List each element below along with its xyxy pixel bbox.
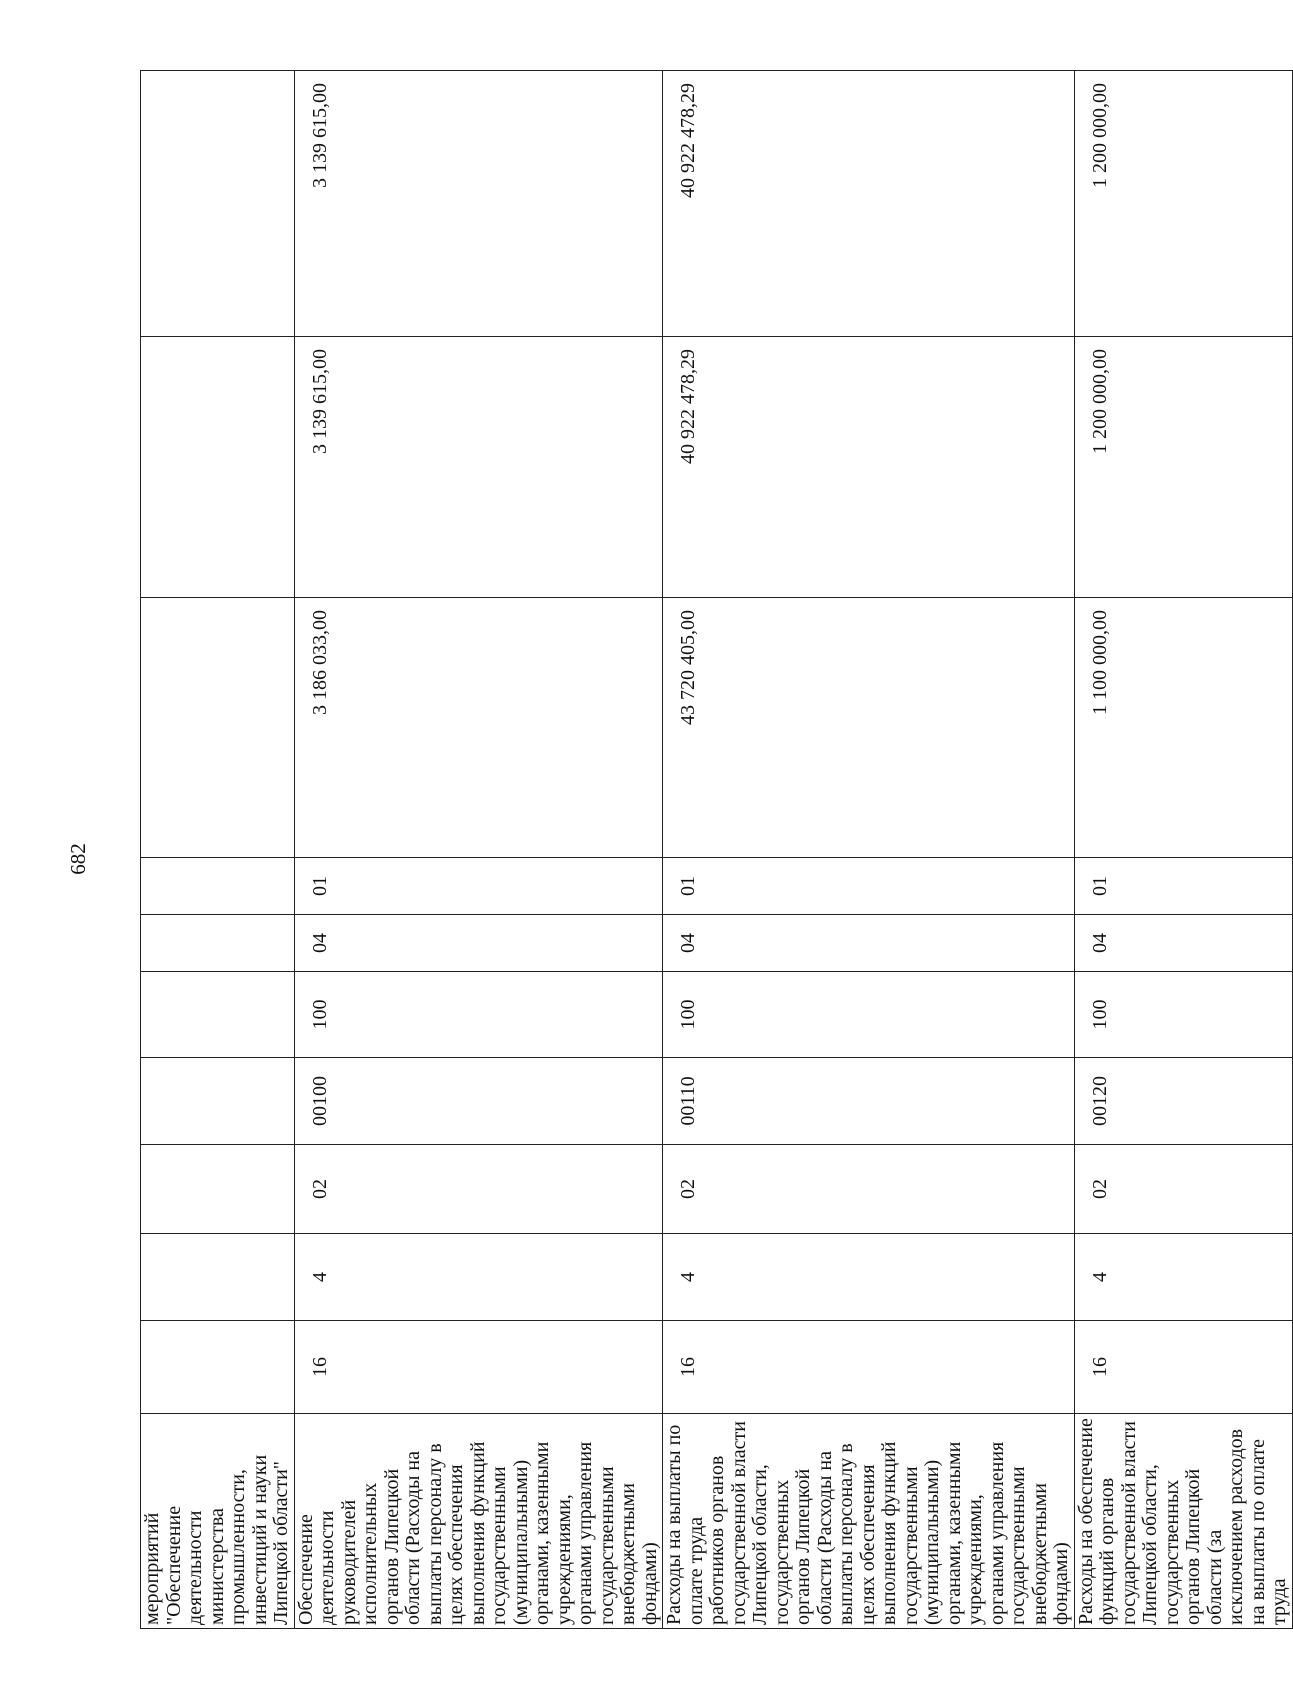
code-cell <box>141 858 295 915</box>
code-cell: 01 <box>663 858 1075 915</box>
code-cell: 04 <box>663 915 1075 972</box>
code-cell: 4 <box>663 1234 1075 1321</box>
code-cell: 100 <box>1074 972 1292 1058</box>
code-cell: 16 <box>1074 1321 1292 1414</box>
amount-cell <box>141 71 295 337</box>
page-number: 682 <box>66 843 90 875</box>
amount-cell: 3 139 615,00 <box>294 71 663 337</box>
code-cell: 4 <box>294 1234 663 1321</box>
code-cell: 00110 <box>663 1058 1075 1145</box>
code-cell: 02 <box>1074 1145 1292 1234</box>
code-cell: 00100 <box>294 1058 663 1145</box>
budget-table <box>140 70 1293 1629</box>
amount-cell: 3 139 615,00 <box>294 337 663 598</box>
code-cell: 01 <box>1074 858 1292 915</box>
table-row <box>294 71 663 1629</box>
code-cell <box>141 1058 295 1145</box>
code-cell <box>141 972 295 1058</box>
code-cell: 100 <box>294 972 663 1058</box>
table-row <box>141 71 295 1629</box>
amount-cell <box>141 337 295 598</box>
row-name: Расходы на выплаты по оплате труда работников органов государственной власти Липецкой области, государственных органов Липецкой области (Расходы на выплаты персоналу в целях обеспечения выполнения функций государственными (муниципальными) органами, казенными учреждениями, органами управления государственными внебюджетными фондами) <box>663 1414 1075 1629</box>
code-cell <box>141 1145 295 1234</box>
code-cell: 04 <box>294 915 663 972</box>
code-cell: 00120 <box>1074 1058 1292 1145</box>
table-row <box>1074 71 1292 1629</box>
code-cell: 01 <box>294 858 663 915</box>
row-name: мероприятий "Обеспечение деятельности министерства промышленности, инвестиций и науки Липецкой области" <box>141 1414 295 1629</box>
amount-cell: 1 200 000,00 <box>1074 337 1292 598</box>
code-cell <box>141 1234 295 1321</box>
code-cell: 16 <box>294 1321 663 1414</box>
amount-cell: 1 200 000,00 <box>1074 71 1292 337</box>
amount-cell: 40 922 478,29 <box>663 337 1075 598</box>
code-cell: 02 <box>663 1145 1075 1234</box>
amount-cell <box>141 598 295 858</box>
table-row <box>663 71 1075 1629</box>
amount-cell: 1 100 000,00 <box>1074 598 1292 858</box>
code-cell: 100 <box>663 972 1075 1058</box>
code-cell: 04 <box>1074 915 1292 972</box>
code-cell: 02 <box>294 1145 663 1234</box>
row-name: Расходы на обеспечение функций органов государственной власти Липецкой области, государственных органов Липецкой области (за исключением расходов на выплаты по оплате труда <box>1074 1414 1292 1629</box>
code-cell <box>141 1321 295 1414</box>
row-name: Обеспечение деятельности руководителей исполнительных органов Липецкой области (Расходы на выплаты персоналу в целях обеспечения выполнения функций государственными (муниципальными) органами, казенными учреждениями, органами управления государственными внебюджетными фондами) <box>294 1414 663 1629</box>
amount-cell: 3 186 033,00 <box>294 598 663 858</box>
code-cell <box>141 915 295 972</box>
code-cell: 4 <box>1074 1234 1292 1321</box>
amount-cell: 40 922 478,29 <box>663 71 1075 337</box>
code-cell: 16 <box>663 1321 1075 1414</box>
amount-cell: 43 720 405,00 <box>663 598 1075 858</box>
